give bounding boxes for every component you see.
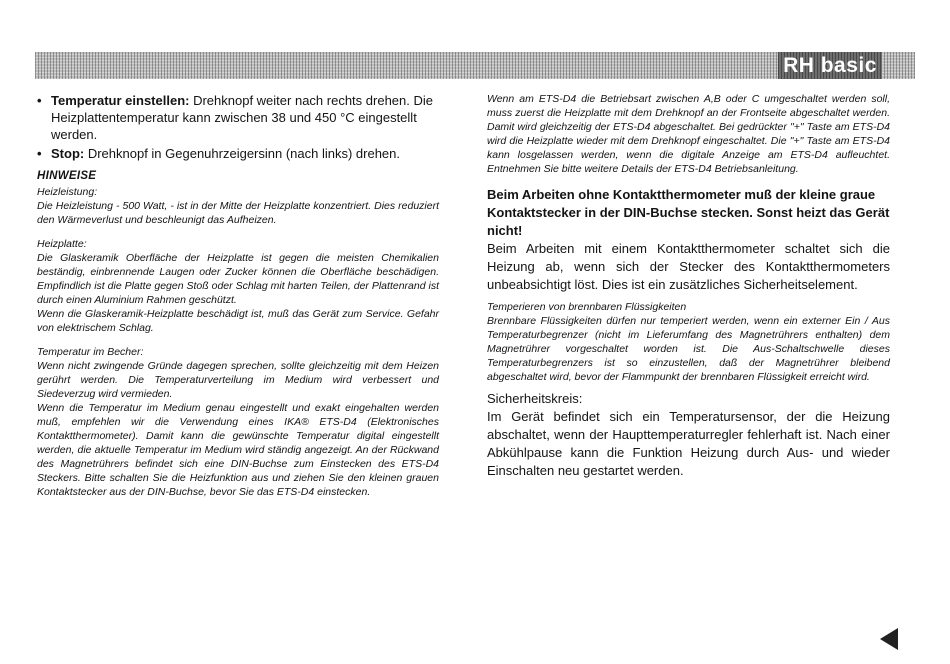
fluessig-title: Temperieren von brennbaren Flüssigkeiten <box>487 301 687 313</box>
bullet-dot: • <box>37 146 42 161</box>
heizleistung-text: Die Heizleistung - 500 Watt, - ist in der Mitte der Heizplatte konzentriert. Dies reduziert den Wärmeverlust und beschleunigt das Aufheizen. <box>37 200 439 226</box>
heizplatte-title: Heizplatte: <box>37 238 87 250</box>
fluessig-text: Brennbare Flüssigkeiten dürfen nur temperiert werden, wenn ein externer Ein / Aus Temperaturbegrenzer (nicht im Lieferumfang des Magnetrührers enthalten) dem Magnetrührer vorgeschaltet worden ist. Die Aus-Schaltschwelle dieses Temperaturbegrenzers ist so einzustellen, daß der Magnetrührer bleibend abgeschaltet wird, bevor der Flammpunkt der brennbaren Flüssigkeit erreicht wird. <box>487 315 890 383</box>
bullet-temperature-label: Temperatur einstellen: <box>51 93 190 108</box>
left-column <box>37 92 439 499</box>
bullet-temperature-text: Drehknopf weiter nach rechts drehen. Die Heizplattentemperatur kann zwischen 38 und 450 °C eingestellt werden. <box>51 93 433 142</box>
bullet-temperature <box>37 92 439 143</box>
bullet-dot: • <box>37 93 42 108</box>
brand-label: RH basic <box>783 54 877 77</box>
bullet-stop <box>37 145 439 162</box>
right-column <box>487 92 890 480</box>
hinweise-heading: HINWEISE <box>37 170 97 182</box>
becher-text: Wenn nicht zwingende Gründe dagegen sprechen, sollte gleichzeitig mit dem Heizen gerührt werden. Die Temperaturverteilung im Medium wird verbessert und Siedeverzug wird vermieden. <box>37 360 439 400</box>
becher-title: Temperatur im Becher: <box>37 346 144 358</box>
heizplatte-warning-text: Wenn die Glaskeramik-Heizplatte beschädigt ist, muß das Gerät zum Service. Gefahr von elektrischem Schlag. <box>37 308 439 334</box>
page-number: 9 <box>891 632 898 646</box>
becher-ets-text: Wenn die Temperatur im Medium genau eingestellt und exakt eingehalten werden muß, empfehlen wir die Verwendung eines IKA® ETS-D4 (Elektronisches Kontaktthermometer). Damit kann die gewünschte Temperatur digital eingestellt werden, die aktuelle Temperatur im Medium wird ständig angezeigt. An der Rückwand des Magnetrührers befindet sich eine DIN-Buchse zum Einstecken des ETS-D4 Steckers. Bitte schalten Sie die Heizfunktion aus und ziehen Sie den kleinen grauen Kontaktstecker aus der DIN-Buchse, bevor Sie das ETS-D4 einstecken. <box>37 402 439 498</box>
ets-mode-text: Wenn am ETS-D4 die Betriebsart zwischen A,B oder C umgeschaltet werden soll, muss zuerst die Heizplatte mit dem Drehknopf an der Frontseite abgeschaltet werden. Damit wird gleichzeitig der ETS-D4 abgeschaltet. Bei gedrückter "+" Taste am ETS-D4 wird die Heizplatte wieder mit dem Drehknopf eingeschaltet. Die "+" Taste am ETS-D4 kann losgelassen werden, wenn die digitale Anzeige am ETS-D4 aufleuchtet. Entnehmen Sie bitte weitere Details der ETS-D4 Betriebsanleitung. <box>487 93 890 175</box>
bullet-stop-label: Stop: <box>51 146 85 161</box>
sicherheit-text: Im Gerät befindet sich ein Temperatursensor, der die Heizung abschaltet, wenn der Haupttemperaturregler fehlerhaft ist. Nach einer Abkühlpause kann die Funktion Heizung durch Aus- und wieder Einschalten neu gestartet werden. <box>487 409 890 478</box>
sicherheit-title: Sicherheitskreis: <box>487 391 583 406</box>
heizplatte-text: Die Glaskeramik Oberfläche der Heizplatte ist gegen die meisten Chemikalien beständig, einbrennende Laugen oder Zucker können die Oberfläche beschädigen. Empfindlich ist die Platte gegen Stoß oder Schlag mit harten Teilen, der Plattenrand ist durch einen Aluminium Rahmen geschützt. <box>37 252 439 306</box>
warning-followup-text: Beim Arbeiten mit einem Kontaktthermometer schaltet sich die Heizung ab, wenn sich der Stecker des Kontaktthermometers unbeabsichtigt löst. Dies ist ein zusätzliches Sicherheitselement. <box>487 241 890 292</box>
warning-text: Beim Arbeiten ohne Kontaktthermometer muß der kleine graue Kontaktstecker in der DIN-Buchse stecken. Sonst heizt das Gerät nicht! <box>487 187 890 238</box>
bullet-stop-text: Drehknopf in Gegenuhrzeigersinn (nach links) drehen. <box>84 146 401 161</box>
heizleistung-title: Heizleistung: <box>37 186 98 198</box>
